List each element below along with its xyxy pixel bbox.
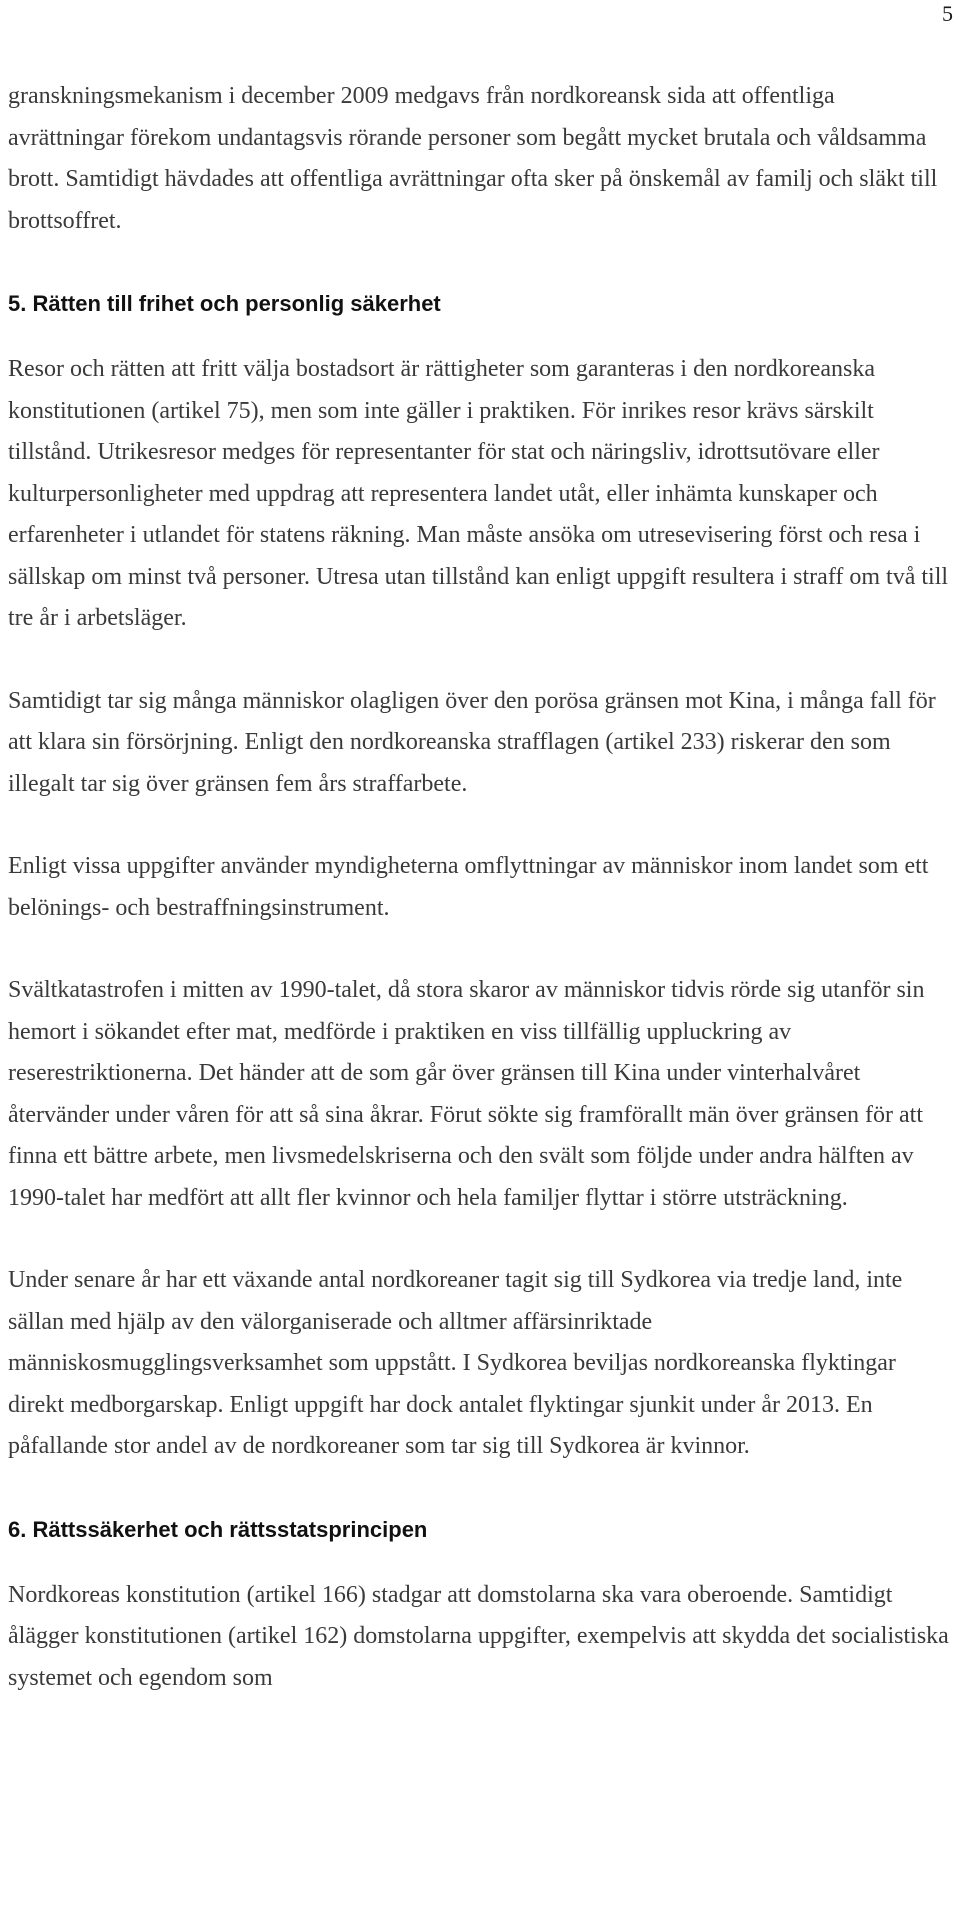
heading-section-6: 6. Rättssäkerhet och rättsstatsprincipen: [8, 1516, 428, 1542]
paragraph-omflyttningar: Enligt vissa uppgifter använder myndigheterna omflyttningar av människor inom landet som ett belönings- och bestraffningsinstrument.: [8, 853, 929, 921]
paragraph-svaltkatastrofen: Svältkatastrofen i mitten av 1990-talet, då stora skaror av människor tidvis rörde sig utanför sin hemort i sökandet efter mat, medförde i praktiken en viss tillfällig uppluckring av reserestriktionerna. Det händer att de som går över gränsen till Kina under vinterhalvåret återvänder under våren för att så sina åkrar. Förut sökte sig framförallt män över gränsen för att finna ett bättre arbete, men livsmedelskriserna och den svält som följde under andra hälften av 1990-talet har medfört att allt fler kvinnor och hela familjer flyttar i större utsträckning.: [8, 977, 925, 1211]
paragraph-konstitution: Nordkoreas konstitution (artikel 166) stadgar att domstolarna ska vara oberoende. Samtidigt ålägger konstitutionen (artikel 162) domstolarna uppgifter, exempelvis att skydda det socialistiska systemet och egendom som: [8, 1581, 949, 1691]
paragraph-gransen: Samtidigt tar sig många människor olagligen över den porösa gränsen mot Kina, i många fall för att klara sin försörjning. Enligt den nordkoreanska strafflagen (artikel 233) riskerar den som illegalt tar sig över gränsen fem års straffarbete.: [8, 687, 936, 797]
paragraph-avrattningar: granskningsmekanism i december 2009 medgavs från nordkoreansk sida att offentliga avrättningar förekom undantagsvis rörande personer som begått mycket brutala och våldsamma brott. Samtidigt hävdades att offentliga avrättningar ofta sker på önskemål av familj och släkt till brottsoffret.: [8, 83, 938, 234]
paragraph-sydkorea: Under senare år har ett växande antal nordkoreaner tagit sig till Sydkorea via tredje land, inte sällan med hjälp av den välorganiserade och alltmer affärsinriktade människosmugglingsverksamhet som uppstått. I Sydkorea beviljas nordkoreanska flyktingar direkt medborgarskap. Enligt uppgift har dock antalet flyktingar sjunkit under år 2013. En påfallande stor andel av de nordkoreaner som tar sig till Sydkorea är kvinnor.: [8, 1267, 903, 1459]
document-body: [8, 76, 952, 1740]
heading-section-5: 5. Rätten till frihet och personlig säkerhet: [8, 291, 441, 316]
page-number: 5: [942, 1, 953, 26]
paragraph-resor: Resor och rätten att fritt välja bostadsort är rättigheter som garanteras i den nordkoreanska konstitutionen (artikel 75), men som inte gäller i praktiken. För inrikes resor krävs särskilt tillstånd. Utrikesresor medges för representanter för stat och näringsliv, idrottsutövare eller kulturpersonligheter med uppdrag att representera landet utåt, eller inhämta kunskaper och erfarenheter i utlandet för statens räkning. Man måste ansöka om utresevisering först och resa i sällskap om minst två personer. Utresa utan tillstånd kan enligt uppgift resultera i straff om två till tre år i arbetsläger.: [8, 356, 949, 631]
